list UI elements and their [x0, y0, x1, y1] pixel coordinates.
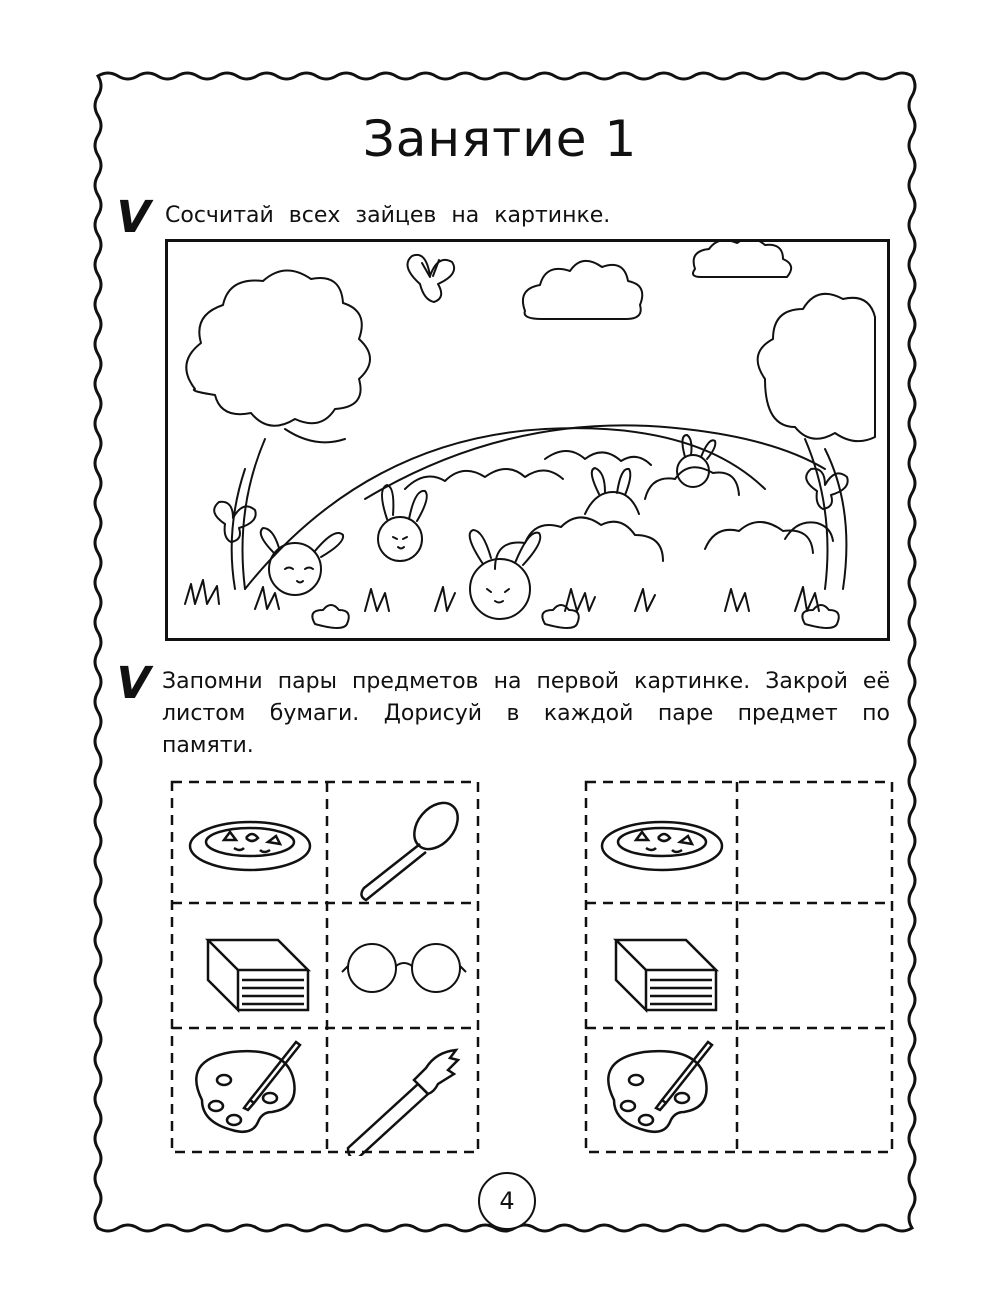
soup-plate-icon [190, 822, 310, 870]
checkmark-icon: V [110, 658, 156, 709]
glasses-icon [342, 944, 466, 992]
paintbrush-icon [348, 1050, 458, 1156]
palette-icon [608, 1042, 712, 1132]
page-title: Занятие 1 [362, 110, 638, 168]
spoon-icon [361, 795, 466, 900]
task1-instruction: Сосчитай всех зайцев на картинке. [165, 203, 611, 228]
book-icon [208, 940, 308, 1010]
palette-icon [196, 1042, 300, 1132]
empty-drawing-cell[interactable] [742, 1032, 888, 1148]
checkmark-icon: V [110, 192, 156, 243]
book-icon [616, 940, 716, 1010]
bunnies-meadow-picture [165, 239, 890, 641]
soup-plate-icon [602, 822, 722, 870]
pairs-grid-recall [582, 778, 896, 1156]
page-number: 4 [478, 1172, 536, 1230]
empty-drawing-cell[interactable] [742, 908, 888, 1024]
pairs-grid-reference [168, 778, 482, 1156]
task2-instruction: Запомни пары предметов на первой картинке. Закрой её листом бумаги. Дорисуй в каждой паре предмет по памяти. [162, 669, 890, 758]
empty-drawing-cell[interactable] [742, 786, 888, 899]
